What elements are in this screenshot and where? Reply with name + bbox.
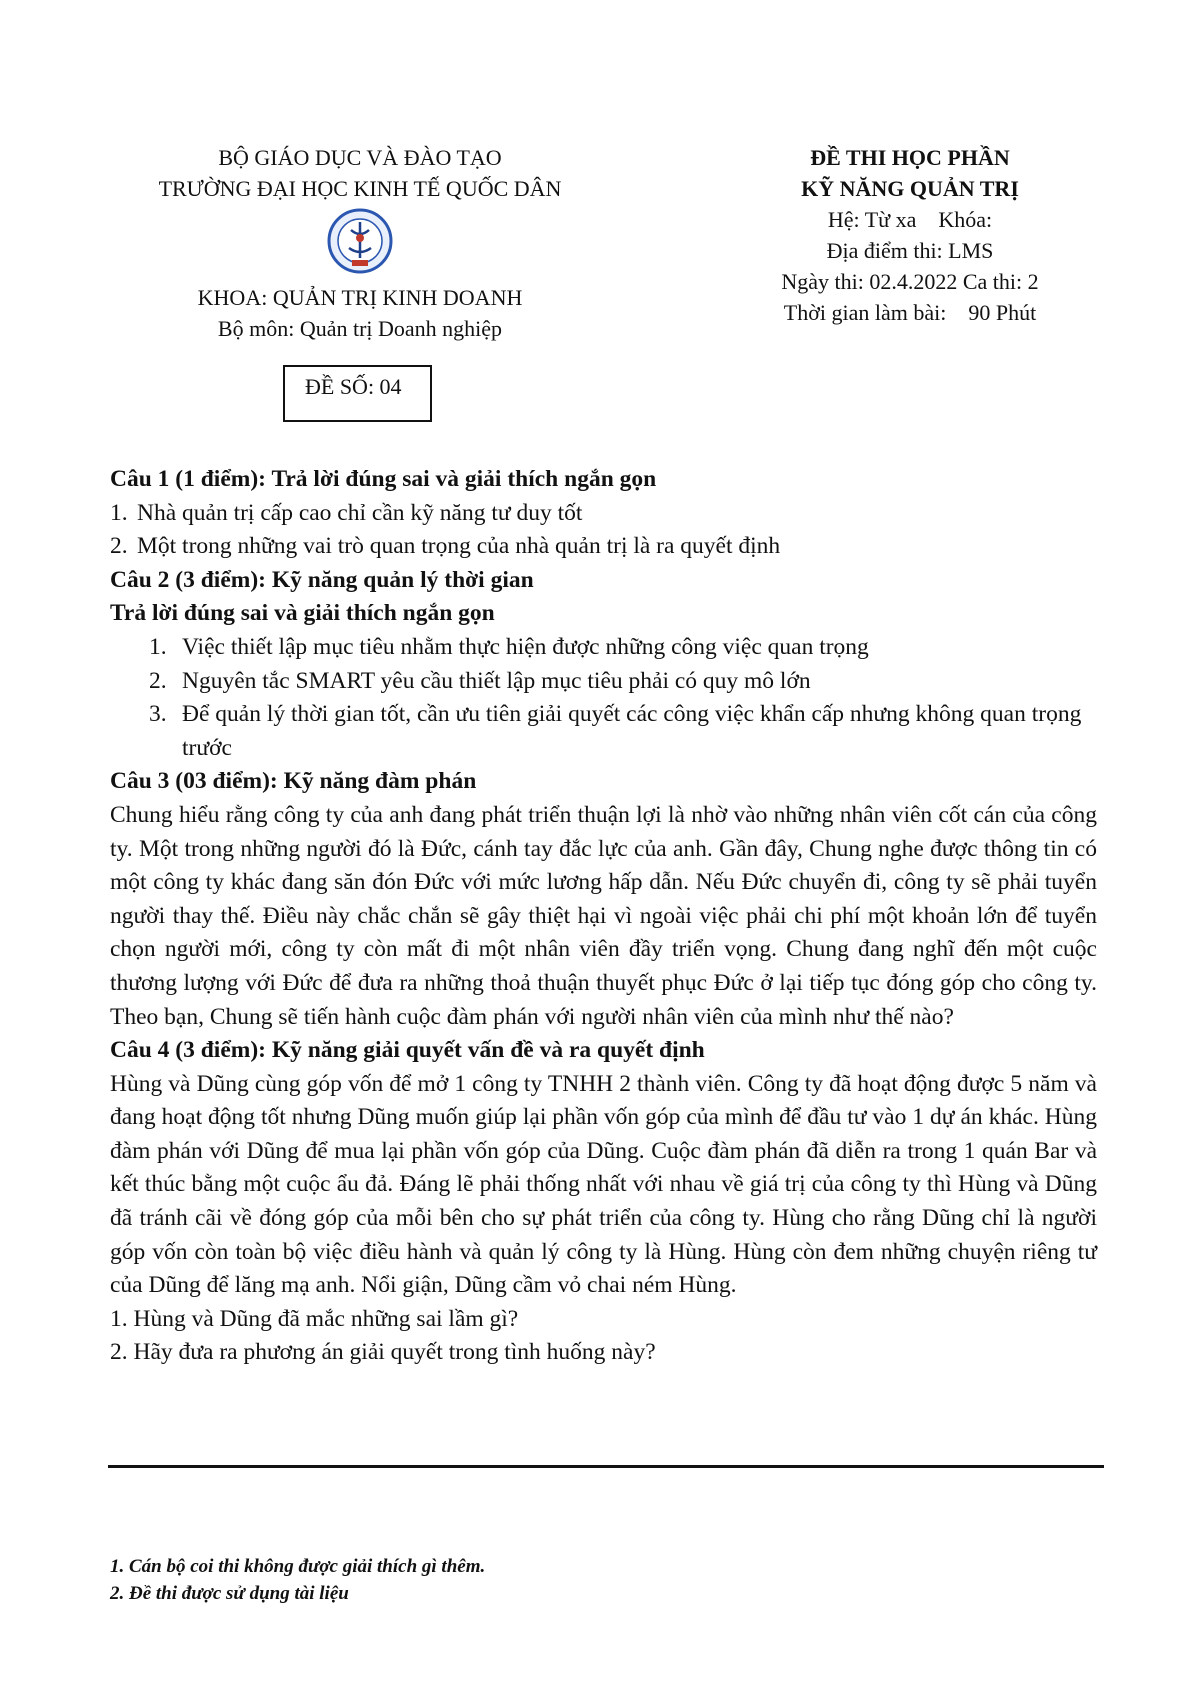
note-item: 1. Cán bộ coi thi không được giải thích gì thêm. (110, 1556, 486, 1577)
note-item: 2. Đề thi được sử dụng tài liệu (110, 1583, 349, 1604)
item-text: Nhà quản trị cấp cao chỉ cần kỹ năng tư duy tốt (137, 499, 583, 526)
question-2-title: Câu 2 (3 điểm): Kỹ năng quản lý thời gian (110, 566, 534, 593)
exam-questions (110, 463, 1097, 1370)
duration-info: Thời gian làm bài: 90 Phút (783, 300, 1037, 325)
question-4-title: Câu 4 (3 điểm): Kỹ năng giải quyết vấn đề và ra quyết định (110, 1037, 705, 1064)
question-1-title: Câu 1 (1 điểm): Trả lời đúng sai và giải thích ngắn gọn (110, 466, 657, 492)
exam-code-box: ĐỀ SỐ: 04 (283, 365, 432, 422)
item-text: Một trong những vai trò quan trọng của nhà quản trị là ra quyết định (137, 533, 781, 560)
question-4-item (110, 1336, 1097, 1370)
question-3-body: Chung hiểu rằng công ty của anh đang phát triển thuận lợi là nhờ vào những nhân viên cốt cán của công ty. Một trong những người đó là Đức, cánh tay đắc lực của anh. Gần đây, Chung nghe được thông tin có một công ty khác đang săn đón Đức với mức lương hấp dẫn. Nếu Đức chuyển đi, công ty sẽ phải tuyển người thay thế. Điều này chắc chắn sẽ gây thiệt hại vì ngoài việc phải chi phí một khoản lớn để tuyển chọn người mới, công ty còn mất đi một nhân viên đầy triển vọng. Chung đang nghĩ đến một cuộc thương lượng với Đức để đưa ra những thoả thuận thuyết phục Đức ở lại tiếp tục đóng góp cho công ty. Theo bạn, Chung sẽ tiến hành cuộc đàm phán với người nhân viên của mình như thế nào? (110, 801, 1097, 1030)
ministry-name: BỘ GIÁO DỤC VÀ ĐÀO TẠO (218, 145, 502, 170)
exam-info-header (700, 142, 1120, 328)
question-3-title: Câu 3 (03 điểm): Kỹ năng đàm phán (110, 768, 477, 795)
faculty-name: KHOA: QUẢN TRỊ KINH DOANH (197, 285, 523, 310)
question-2-item (110, 631, 1097, 665)
question-2-item (110, 698, 1097, 765)
item-text: Việc thiết lập mục tiêu nhằm thực hiện được những công việc quan trọng (182, 633, 869, 660)
question-2-subtitle: Trả lời đúng sai và giải thích ngắn gọn (110, 600, 495, 627)
department-name: Bộ môn: Quản trị Doanh nghiệp (217, 316, 503, 341)
item-text: Hùng và Dũng đã mắc những sai lầm gì? (133, 1305, 519, 1332)
item-text: Nguyên tắc SMART yêu cầu thiết lập mục tiêu phải có quy mô lớn (182, 667, 811, 694)
date-shift-info: Ngày thi: 02.4.2022 Ca thi: 2 (781, 269, 1039, 294)
item-text: Để quản lý thời gian tốt, cần ưu tiên giải quyết các công việc khẩn cấp nhưng không quan trọng trước (182, 701, 1082, 761)
system-info: Hệ: Từ xa Khóa: (827, 207, 993, 232)
institution-header (110, 142, 610, 344)
question-1-item (110, 530, 1097, 564)
question-4-body: Hùng và Dũng cùng góp vốn để mở 1 công ty TNHH 2 thành viên. Công ty đã hoạt động được 5 năm và đang hoạt động tốt nhưng Dũng muốn giúp lại phần vốn góp của mình để đầu tư vào 1 dự án khác. Hùng đàm phán với Dũng để mua lại phần vốn góp của Dũng. Cuộc đàm phán đã diễn ra trong 1 quán Bar và kết thúc bằng một cuộc ẩu đả. Đáng lẽ phải thống nhất với nhau về giá trị của công ty thì Hùng và Dũng đã tránh cãi về đóng góp của mỗi bên cho sự phát triển của công ty. Hùng cho rằng Dũng chỉ là người góp vốn còn toàn bộ việc điều hành và quản lý công ty là Hùng. Hùng còn đem những chuyện riêng tư của Dũng để lăng mạ anh. Nổi giận, Dũng cầm vỏ chai ném Hùng. (110, 1070, 1097, 1299)
question-2-item (110, 665, 1097, 699)
course-title: KỸ NĂNG QUẢN TRỊ (801, 176, 1019, 201)
venue-info: Địa điểm thi: LMS (826, 238, 994, 263)
exam-title: ĐỀ THI HỌC PHẦN (810, 145, 1010, 170)
university-seal-icon (327, 208, 393, 274)
question-1-item (110, 497, 1097, 531)
exam-notes (110, 1553, 485, 1607)
item-number: 1. (110, 499, 128, 526)
item-number: 2. (149, 667, 167, 694)
item-number: 1. (149, 633, 167, 660)
item-number: 2. (110, 533, 128, 560)
question-4-item (110, 1303, 1097, 1337)
item-number: 2. (110, 1339, 128, 1366)
item-number: 3. (149, 701, 167, 728)
university-name: TRƯỜNG ĐẠI HỌC KINH TẾ QUỐC DÂN (158, 176, 562, 201)
item-text: Hãy đưa ra phương án giải quyết trong tình huống này? (133, 1339, 656, 1366)
horizontal-divider (108, 1465, 1104, 1468)
item-number: 1. (110, 1305, 128, 1332)
